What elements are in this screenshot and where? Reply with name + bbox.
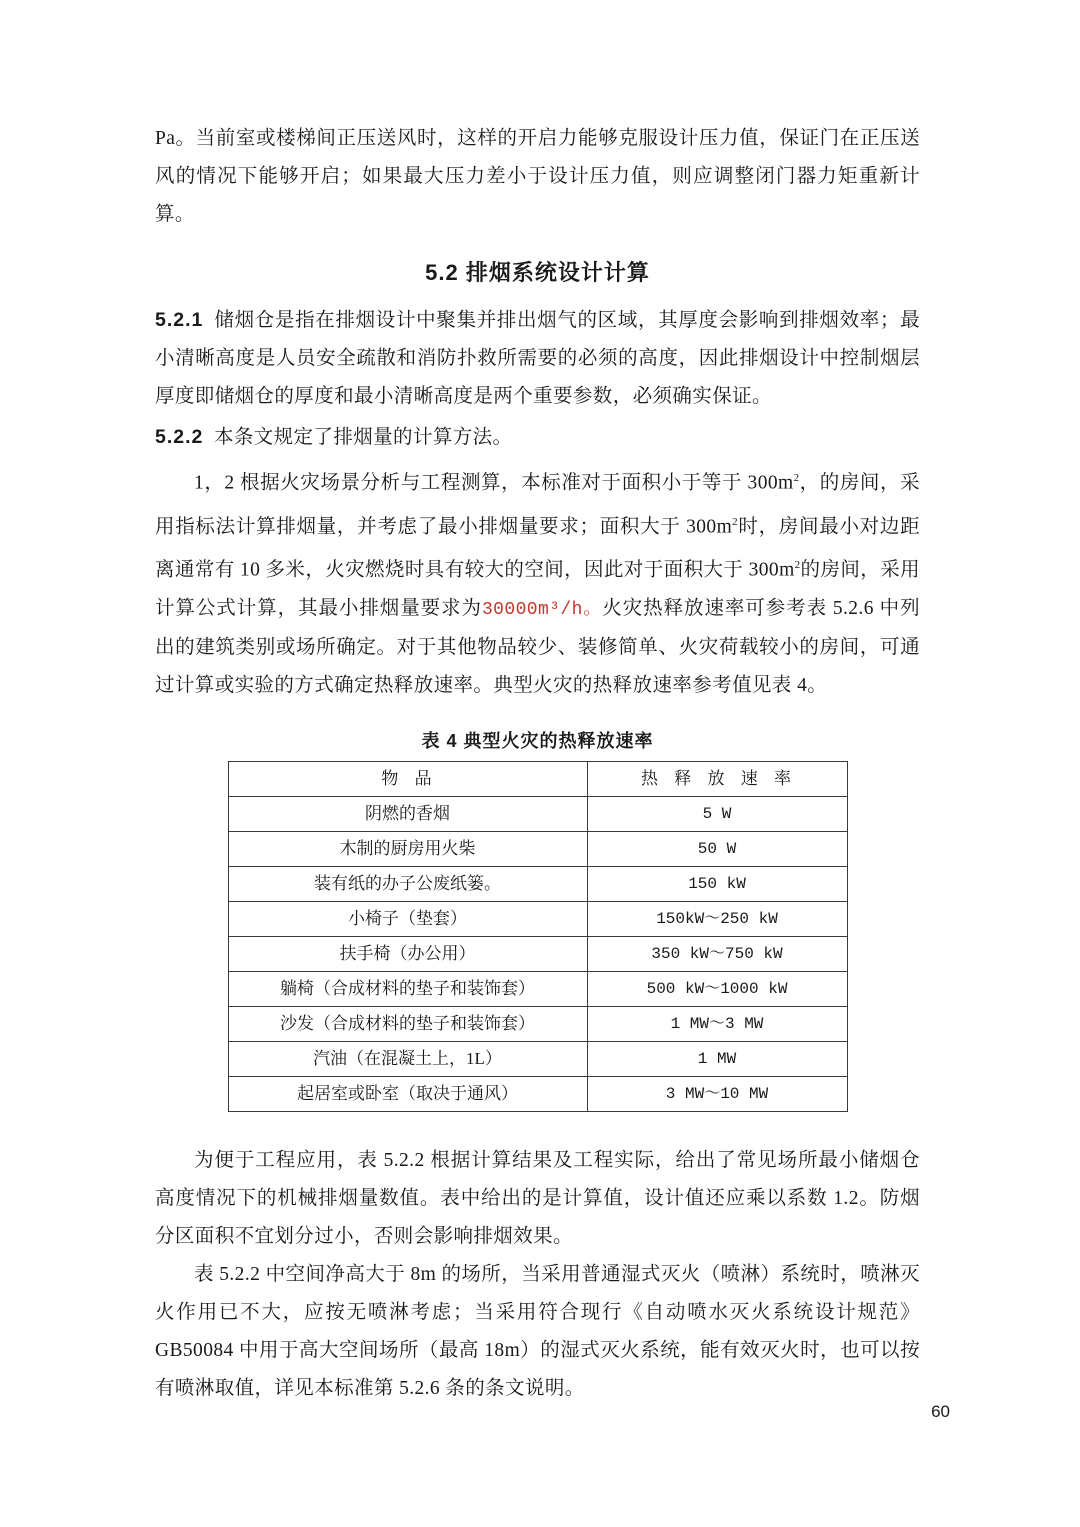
table-cell-rate: 1 MW～3 MW	[587, 1006, 847, 1041]
table-cell-rate: 500 kW～1000 kW	[587, 971, 847, 1006]
table-header-item: 物 品	[228, 761, 587, 796]
table-cell-rate: 50 W	[587, 831, 847, 866]
table-cell-item: 起居室或卧室（取决于通风）	[228, 1076, 587, 1111]
page-content	[155, 120, 920, 1408]
table-row	[228, 901, 847, 936]
table-header-rate: 热 释 放 速 率	[587, 761, 847, 796]
section-heading: 5.2 排烟系统设计计算	[425, 260, 650, 285]
body-paragraph-3: 表 5.2.2 中空间净高大于 8m 的场所，当采用普通湿式灭火（喷淋）系统时，喷淋灭火作用已不大，应按无喷淋考虑；当采用符合现行《自动喷水灭火系统设计规范》GB50084 中用于高大空间场所（最高 18m）的湿式灭火系统，能有效灭火时，也可以按有喷淋取值，详见本标准第 5.2.6 条的条文说明。	[155, 1263, 920, 1399]
clause-5-2-1-text: 储烟仓是指在排烟设计中聚集并排出烟气的区域，其厚度会影响到排烟效率；最小清晰高度是人员安全疏散和消防扑救所需要的必须的高度，因此排烟设计中控制烟层厚度即储烟仓的厚度和最小清晰高度是两个重要参数，必须确实保证。	[155, 310, 920, 407]
table-row	[228, 831, 847, 866]
clause-5-2-1	[155, 301, 920, 416]
highlighted-value: 30000m³/h。	[481, 599, 603, 620]
table-cell-item: 装有纸的办子公废纸篓。	[228, 866, 587, 901]
superscript-2-b: 2	[732, 515, 739, 528]
table-cell-item: 木制的厨房用火柴	[228, 831, 587, 866]
clause-5-2-1-number: 5.2.1	[155, 309, 204, 331]
superscript-2-c: 2	[794, 559, 801, 571]
table-cell-rate: 5 W	[587, 796, 847, 831]
table-cell-item: 汽油（在混凝土上，1L）	[228, 1041, 587, 1076]
table-row	[228, 1006, 847, 1041]
table-cell-item: 小椅子（垫套）	[228, 901, 587, 936]
page-number: 60	[931, 1402, 950, 1421]
table-header-row	[228, 761, 847, 796]
table-body	[228, 796, 847, 1111]
table-caption: 表 4 典型火灾的热释放速率	[421, 730, 654, 751]
table-cell-item: 阴燃的香烟	[228, 796, 587, 831]
table-cell-rate: 350 kW～750 kW	[587, 936, 847, 971]
body-paragraph-1	[155, 459, 920, 705]
body-1-part-a: 1，2 根据火灾场景分析与工程测算，本标准对于面积小于等于 300m	[194, 472, 794, 494]
clause-5-2-2-text: 本条文规定了排烟量的计算方法。	[213, 427, 513, 448]
intro-paragraph: Pa。当前室或楼梯间正压送风时，这样的开启力能够克服设计压力值，保证门在正压送风的情况下能够开启；如果最大压力差小于设计压力值，则应调整闭门器力矩重新计算。	[155, 128, 920, 225]
table-row	[228, 1076, 847, 1111]
body-1-part-b: ，的房间，采用指标法计算排烟量，并考虑了最小排烟量要求；面积大于 300m	[155, 472, 920, 537]
body-1-part-e: 火灾热释放速率可参考表 5.2.6 中列出的建筑类别或场所确定。对于其他物品较少、装修简单、火灾荷载较小的房间，可通过计算或实验的方式确定热释放速率。典型火灾的热释放速率参考值见表 4。	[155, 597, 921, 696]
table-row	[228, 1041, 847, 1076]
superscript-2-a: 2	[793, 472, 800, 484]
table-header	[228, 761, 847, 796]
table-cell-item: 沙发（合成材料的垫子和装饰套）	[228, 1006, 587, 1041]
table-cell-rate: 150kW～250 kW	[587, 901, 847, 936]
table-cell-rate: 1 MW	[587, 1041, 847, 1076]
table-cell-rate: 3 MW～10 MW	[587, 1076, 847, 1111]
table-cell-rate: 150 kW	[587, 866, 847, 901]
heat-release-rate-table	[228, 761, 848, 1112]
table-cell-item: 躺椅（合成材料的垫子和装饰套）	[228, 971, 587, 1006]
table-row	[228, 936, 847, 971]
table-row	[228, 796, 847, 831]
body-paragraph-2: 为便于工程应用，表 5.2.2 根据计算结果及工程实际，给出了常见场所最小储烟仓高度情况下的机械排烟量数值。表中给出的是计算值，设计值还应乘以系数 1.2。防烟分区面积不宜划分过小，否则会影响排烟效果。	[155, 1149, 920, 1247]
table-row	[228, 971, 847, 1006]
body-1-part-c: 时，房间最小对边距离通常有 10 多米，火灾燃烧时具有较大的空间，因此对于面积大于 300m	[155, 516, 920, 581]
table-cell-item: 扶手椅（办公用）	[228, 936, 587, 971]
clause-5-2-2-number: 5.2.2	[155, 426, 204, 448]
body-1-part-d: 的房间，采用计算公式计算，其最小排烟量要求为	[155, 559, 921, 619]
table-row	[228, 866, 847, 901]
clause-5-2-2	[155, 418, 920, 457]
